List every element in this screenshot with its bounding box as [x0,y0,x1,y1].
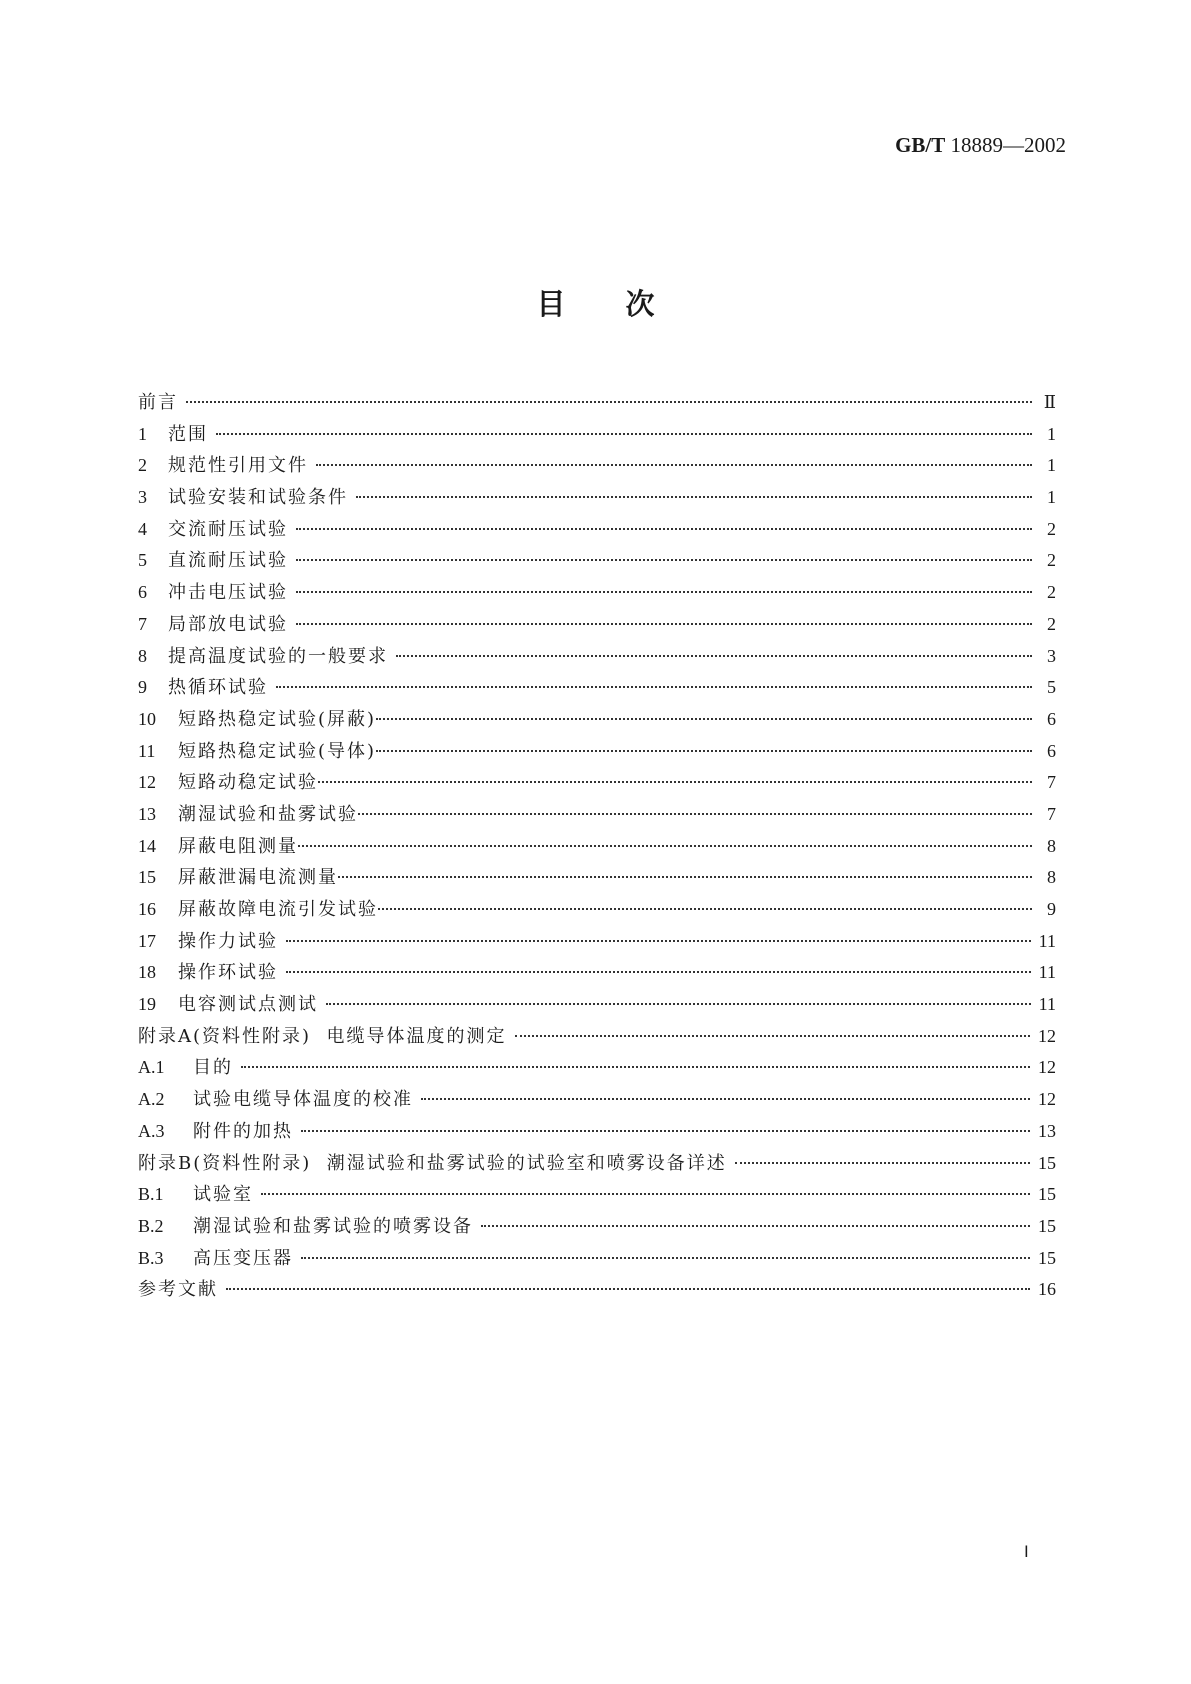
toc-leader-dots [735,1162,1030,1164]
toc-entry-page: 16 [1038,1279,1056,1300]
toc-leader-dots [378,908,1032,910]
toc-leader-dots [276,686,1032,688]
toc-entry-page: 2 [1047,613,1056,634]
toc-entry-page: 5 [1047,677,1056,698]
toc-entry-number: 11 [138,740,156,761]
toc-entry[interactable] [138,642,1056,674]
toc-entry[interactable] [138,1117,1056,1149]
toc-leader-dots [376,718,1032,720]
toc-entry-label: 潮湿试验和盐雾试验 [178,803,358,825]
toc-entry[interactable] [138,958,1056,990]
toc-entry-page: 9 [1047,899,1056,919]
toc-entry-page: Ⅱ [1043,392,1056,412]
toc-entry-page: 13 [1038,1120,1056,1141]
toc-entry-number: 1 [138,423,147,444]
toc-entry-label: 短路动稳定试验 [178,772,318,794]
toc-entry-label: 短路热稳定试验(屏蔽) [178,708,377,730]
toc-leader-dots [326,1003,1031,1005]
toc-entry-page: 1 [1047,455,1056,476]
toc-entry-label: 附录B(资料性附录) 潮湿试验和盐雾试验的试验室和喷雾设备详述 [138,1152,727,1174]
toc-entry-number: 4 [138,518,147,539]
toc-leader-dots [296,559,1032,561]
toc-entry[interactable] [138,832,1056,864]
toc-entry-number: B.1 [138,1184,164,1205]
toc-entry-label: 前言 [138,392,178,413]
toc-entry[interactable] [138,451,1056,483]
toc-entry[interactable] [138,1180,1056,1212]
toc-entry-number: 6 [138,582,147,603]
toc-entry-page: 6 [1047,708,1056,729]
toc-leader-dots [298,845,1032,847]
toc-entry-label: 范围 [168,423,208,445]
toc-entry-number: A.1 [138,1057,165,1078]
toc-entry[interactable] [138,800,1056,832]
toc-entry[interactable] [138,927,1056,959]
toc-entry-label: 附录A(资料性附录) 电缆导体温度的测定 [138,1025,507,1047]
toc-entry-label: 试验电缆导体温度的校准 [193,1089,413,1111]
toc-leader-dots [301,1130,1030,1132]
toc-entry-number: 12 [138,772,156,793]
toc-leader-dots [318,781,1032,783]
toc-leader-dots [241,1066,1030,1068]
toc-leader-dots [296,623,1032,625]
toc-entry-number: 3 [138,487,147,508]
toc-entry-label: 屏蔽泄漏电流测量 [178,867,338,889]
toc-leader-dots [316,464,1032,466]
toc-entry-label: 试验安装和试验条件 [168,487,348,509]
toc-entry[interactable] [138,1275,1056,1307]
toc-entry-page: 15 [1038,1184,1056,1205]
toc-entry-page: 7 [1047,803,1056,824]
toc-entry-page: 15 [1038,1152,1056,1173]
toc-leader-dots [358,813,1032,815]
toc-entry-page: 2 [1047,550,1056,571]
toc-entry-number: 2 [138,455,147,476]
toc-entry-number: 13 [138,803,156,824]
toc-entry-label: 高压变压器 [193,1247,293,1269]
toc-entry-number: 18 [138,962,156,983]
toc-entry-label: 交流耐压试验 [168,518,288,540]
toc-entry-label: 规范性引用文件 [168,455,308,477]
toc-entry-label: 附件的加热 [193,1120,293,1142]
table-of-contents [138,388,1056,1307]
toc-entry-label: 参考文献 [138,1279,218,1301]
toc-leader-dots [261,1193,1030,1195]
toc-entry-page: 11 [1038,994,1056,1015]
toc-entry-page: 15 [1038,1215,1056,1236]
toc-entry-page: 8 [1047,835,1056,856]
toc-entry[interactable] [138,705,1056,737]
toc-entry-number: 16 [138,899,156,919]
toc-entry-number: 10 [138,708,156,729]
toc-entry-page: 12 [1038,1025,1056,1046]
page-number: Ⅰ [1024,1544,1029,1561]
toc-entry[interactable] [138,1212,1056,1244]
toc-entry-page: 7 [1047,772,1056,793]
toc-leader-dots [421,1098,1030,1100]
toc-entry[interactable] [138,1244,1056,1276]
toc-entry[interactable] [138,610,1056,642]
toc-entry[interactable] [138,990,1056,1022]
toc-entry-label: 潮湿试验和盐雾试验的喷雾设备 [193,1215,473,1237]
toc-leader-dots [338,876,1032,878]
toc-entry-page: 8 [1047,867,1056,888]
toc-entry-number: 5 [138,550,147,571]
toc-leader-dots [356,496,1032,498]
toc-entry-page: 11 [1038,930,1056,951]
toc-leader-dots [286,971,1031,973]
toc-entry-label: 电容测试点测试 [178,994,318,1016]
toc-entry-label: 操作力试验 [178,930,278,952]
toc-entry[interactable] [138,737,1056,769]
toc-leader-dots [301,1257,1030,1259]
toc-entry-number: B.3 [138,1247,164,1268]
toc-leader-dots [376,750,1032,752]
toc-leader-dots [515,1035,1031,1037]
toc-leader-dots [216,433,1032,435]
toc-entry-number: A.2 [138,1089,165,1110]
toc-entry[interactable] [138,895,1056,927]
standard-prefix: GB/T [895,133,946,157]
toc-entry-label: 冲击电压试验 [168,582,288,604]
toc-entry[interactable] [138,483,1056,515]
toc-entry-page: 15 [1038,1247,1056,1268]
toc-entry[interactable] [138,578,1056,610]
toc-entry-number: 19 [138,994,156,1015]
toc-leader-dots [296,591,1032,593]
toc-entry-label: 热循环试验 [168,677,268,699]
toc-entry[interactable] [138,515,1056,547]
toc-entry[interactable] [138,863,1056,895]
toc-entry-page: 2 [1047,582,1056,603]
toc-entry-label: 操作环试验 [178,962,278,984]
toc-entry-page: 11 [1038,962,1056,983]
toc-entry-label: 屏蔽故障电流引发试验 [178,899,378,920]
toc-entry-label: 直流耐压试验 [168,550,288,572]
toc-leader-dots [286,940,1031,942]
standard-code [895,133,1066,158]
toc-entry-label: 试验室 [193,1184,253,1206]
page-title: 目次 [536,287,715,321]
toc-entry[interactable] [138,1022,1056,1054]
toc-entry[interactable] [138,1053,1056,1085]
toc-entry[interactable] [138,388,1056,420]
toc-leader-dots [481,1225,1030,1227]
toc-leader-dots [226,1288,1030,1290]
toc-entry-number: A.3 [138,1120,165,1141]
toc-entry-page: 6 [1047,740,1056,761]
toc-entry-label: 短路热稳定试验(导体) [178,740,377,762]
toc-entry[interactable] [138,420,1056,452]
toc-entry-number: 7 [138,613,147,634]
toc-entry-label: 局部放电试验 [168,613,288,635]
toc-entry[interactable] [138,546,1056,578]
toc-entry[interactable] [138,768,1056,800]
toc-entry-page: 12 [1038,1089,1056,1110]
toc-entry-label: 目的 [193,1057,233,1079]
standard-number: 18889—2002 [950,133,1066,157]
toc-entry-number: 15 [138,867,156,888]
toc-leader-dots [186,401,1032,403]
toc-entry-page: 2 [1047,518,1056,539]
toc-entry-number: 17 [138,930,156,951]
toc-entry-page: 12 [1038,1057,1056,1078]
toc-entry[interactable] [138,1149,1056,1181]
toc-entry[interactable] [138,1085,1056,1117]
toc-entry-number: 8 [138,645,147,666]
toc-entry-label: 屏蔽电阻测量 [178,835,298,857]
toc-entry-label: 提高温度试验的一般要求 [168,645,388,667]
toc-entry-page: 3 [1047,645,1056,666]
toc-entry-number: 9 [138,677,147,698]
toc-entry-page: 1 [1047,487,1056,508]
toc-leader-dots [296,528,1032,530]
toc-entry[interactable] [138,673,1056,705]
toc-leader-dots [396,655,1032,657]
toc-entry-page: 1 [1047,423,1056,444]
toc-entry-number: B.2 [138,1215,164,1236]
toc-entry-number: 14 [138,835,156,856]
